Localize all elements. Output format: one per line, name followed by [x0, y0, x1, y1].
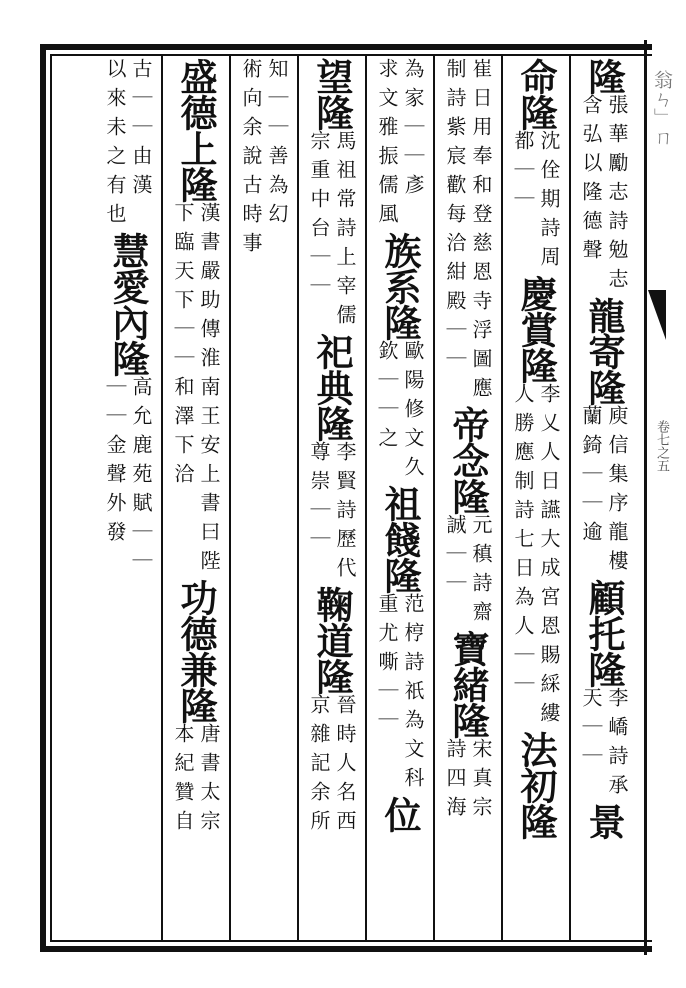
annotation-left: 以來未之有也 — [103, 58, 127, 232]
annotation-right: 古｜｜由漢 — [129, 58, 153, 203]
heading-term: 景 — [582, 803, 626, 839]
heading-term: 慧愛內隆 — [106, 232, 150, 376]
annotation-pair — [171, 202, 221, 579]
heading-term: 隆 — [582, 58, 626, 94]
annotation-pair — [511, 383, 561, 731]
annotation-pair — [579, 687, 629, 803]
column-5 — [298, 58, 366, 942]
annotation-right: 知｜｜善為幻 — [265, 58, 289, 232]
annotation-pair — [103, 376, 153, 579]
annotation-left: 誠｜｜ — [443, 514, 467, 601]
annotation-left: 尊崇｜｜ — [307, 441, 331, 557]
annotation-right: 沈佺期詩周 — [537, 130, 561, 275]
annotation-right: 元稹詩齋 — [469, 514, 493, 630]
heading-term: 顧托隆 — [582, 579, 626, 687]
heading-term: 位 — [378, 796, 422, 832]
heading-term: 族系隆 — [378, 232, 422, 340]
annotation-pair — [171, 723, 221, 839]
annotation-right: 庾信集序龍樓 — [605, 405, 629, 579]
heading-term: 寶緒隆 — [446, 630, 490, 738]
column-8 — [94, 58, 162, 942]
heading-term: 鞠道隆 — [310, 586, 354, 694]
column-2 — [502, 58, 570, 942]
annotation-right: 宋真宗 — [469, 738, 493, 825]
annotation-left: 詩四海 — [443, 738, 467, 825]
annotation-right: 馬祖常詩上宰儒 — [333, 130, 357, 333]
annotation-left: 宗重中台｜｜ — [307, 130, 331, 304]
heading-term: 望隆 — [310, 58, 354, 130]
annotation-pair — [307, 441, 357, 586]
heading-term: 命隆 — [514, 58, 558, 130]
annotation-left: 重尤嘶｜｜ — [375, 593, 399, 738]
annotation-right: 唐書太宗 — [197, 723, 221, 839]
fish-tail-mark — [648, 290, 666, 340]
edge-header-text: 翁ㄣ」ㄇ — [651, 70, 673, 146]
annotation-right: 張華勵志詩勉志 — [605, 94, 629, 297]
heading-term: 帝念隆 — [446, 406, 490, 514]
column-3 — [434, 58, 502, 942]
annotation-pair — [579, 94, 629, 297]
annotation-pair — [375, 340, 425, 485]
annotation-pair — [103, 58, 153, 232]
annotation-pair — [443, 738, 493, 825]
annotation-pair — [307, 130, 357, 333]
heading-term: 功德兼隆 — [174, 579, 218, 723]
annotation-left: 求文雅振儒風 — [375, 58, 399, 232]
annotation-right: 漢書嚴助傳淮南王安上書曰陛 — [197, 202, 221, 579]
annotation-left: 天｜｜ — [579, 687, 603, 774]
heading-term: 法初隆 — [514, 731, 558, 839]
heading-term: 龍寄隆 — [582, 297, 626, 405]
annotation-pair — [443, 514, 493, 630]
heading-term: 盛德上隆 — [174, 58, 218, 202]
annotation-left: 本紀贊自 — [171, 723, 195, 839]
heading-term: 祖餞隆 — [378, 485, 422, 593]
annotation-pair — [579, 405, 629, 579]
annotation-right: 李賢詩歷代 — [333, 441, 357, 586]
column-4 — [366, 58, 434, 942]
annotation-right: 晉時人名西 — [333, 694, 357, 839]
heading-term: 慶賞隆 — [514, 275, 558, 383]
column-6 — [230, 58, 298, 942]
annotation-right: 李乂人日讌大成宮恩賜綵縷 — [537, 383, 561, 731]
annotation-right: 崔日用奉和登慈恩寺浮圖應 — [469, 58, 493, 406]
annotation-right: 范梈詩祇為文科 — [401, 593, 425, 796]
annotation-left: 制詩紫宸歡每洽紺殿｜｜ — [443, 58, 467, 377]
annotation-left: 術向余說古時事 — [239, 58, 263, 261]
heading-term: 祀典隆 — [310, 333, 354, 441]
annotation-left: 京雜記余所 — [307, 694, 331, 839]
column-1 — [570, 58, 638, 942]
annotation-right: 歐陽修文久 — [401, 340, 425, 485]
annotation-left: 蘭錡｜｜逾 — [579, 405, 603, 550]
annotation-right: 李嶠詩承 — [605, 687, 629, 803]
annotation-left: 人勝應制詩七日為人｜｜ — [511, 383, 535, 702]
annotation-left: 都｜｜ — [511, 130, 535, 217]
annotation-left: 欽｜｜之 — [375, 340, 399, 456]
annotation-left: 下臨天下｜｜和澤下洽 — [171, 202, 195, 492]
annotation-right: 高允鹿苑賦｜｜ — [129, 376, 153, 579]
annotation-pair — [511, 130, 561, 275]
annotation-right: 為家｜｜彥 — [401, 58, 425, 203]
annotation-left: ｜｜金聲外發 — [103, 376, 127, 550]
fold-line — [644, 40, 647, 955]
volume-label: 卷七之五 — [654, 420, 669, 472]
annotation-pair — [239, 58, 289, 261]
annotation-pair — [375, 58, 425, 232]
annotation-pair — [307, 694, 357, 839]
annotation-left: 含弘以隆德聲 — [579, 94, 603, 268]
annotation-pair — [443, 58, 493, 406]
annotation-pair — [375, 593, 425, 796]
column-7 — [162, 58, 230, 942]
